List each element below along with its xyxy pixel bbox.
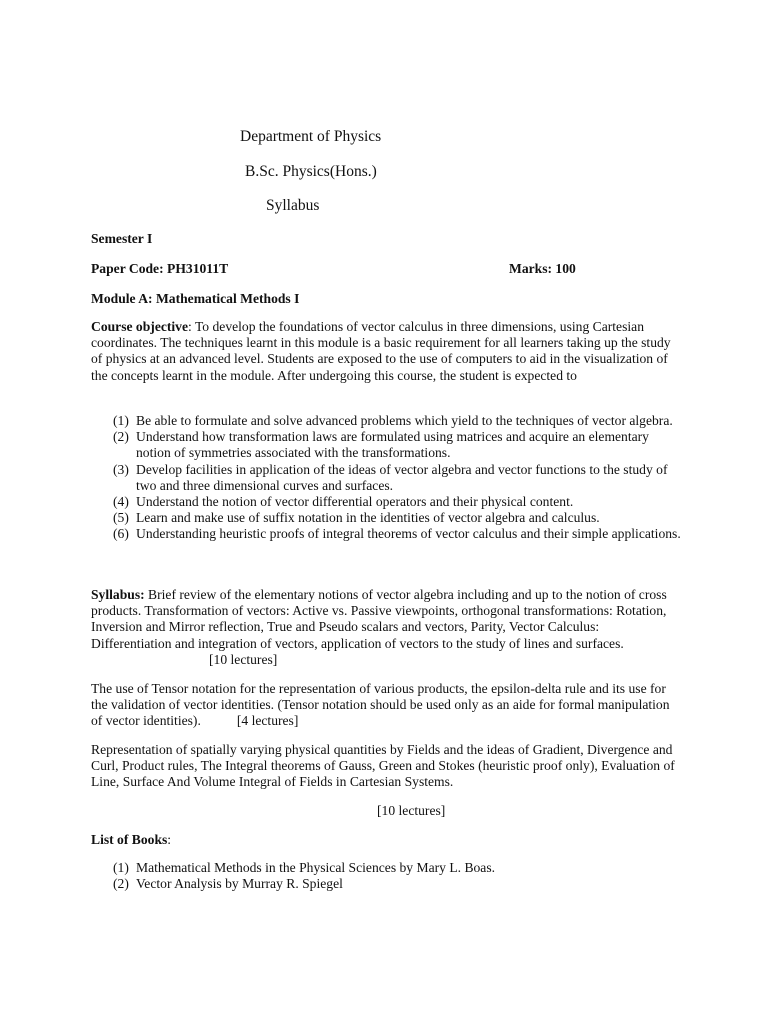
fields-lectures: [10 lectures]	[377, 803, 446, 818]
paper-code: Paper Code: PH31011T	[91, 261, 229, 276]
tensor-lectures: [4 lectures]	[236, 713, 299, 729]
book-item-text: Vector Analysis by Murray R. Spiegel	[136, 876, 343, 892]
books-heading	[91, 832, 681, 848]
objective-item-number: (3)	[113, 461, 129, 477]
syllabus-paragraph	[91, 587, 681, 668]
course-objective-paragraph	[91, 319, 681, 384]
books-label: List of Books	[91, 832, 168, 847]
tensor-text: The use of Tensor notation for the representation of various products, the epsilon-delta rule and its use for the validation of vector identities. (Tensor notation should be used only as an aide for formal manipulation of vector identities).	[91, 681, 670, 729]
syllabus-lectures: [10 lectures]	[209, 651, 278, 667]
course-objective-text: : To develop the foundations of vector calculus in three dimensions, using Cartesian coordinates. The techniques learnt in this module is a basic requirement for all learners taking up the study of physics at an advanced level. Students are exposed to the use of computers to aid in the visualization of the concepts learnt in the module. After undergoing this course, the student is expected to	[91, 319, 671, 383]
objective-item	[91, 413, 681, 429]
objective-item	[91, 494, 681, 510]
marks: Marks: 100	[509, 261, 576, 276]
objectives-list	[91, 413, 681, 543]
objective-item	[91, 510, 681, 526]
book-item-number: (2)	[113, 876, 129, 892]
objective-item-text: Understand the notion of vector differential operators and their physical content.	[136, 494, 574, 510]
objective-item-text: Learn and make use of suffix notation in the identities of vector algebra and calculus.	[136, 510, 600, 526]
syllabus-text: Brief review of the elementary notions of vector algebra including and up to the notion of cross products. Transformation of vectors: Active vs. Passive viewpoints, orthogonal transformations: Rotation, Inversion and Mirror reflection, True and Pseudo scalars and vectors, Parity, Vector Calculus: Differentiation and integration of vectors, application of vectors to the study of lines and surfaces.	[91, 587, 667, 651]
department-title: Department of Physics	[240, 128, 382, 145]
books-colon: :	[167, 832, 172, 847]
objective-item	[91, 462, 681, 494]
book-item-number: (1)	[113, 860, 129, 875]
book-item-text: Mathematical Methods in the Physical Sciences by Mary L. Boas.	[136, 860, 496, 875]
objective-item-text: Be able to formulate and solve advanced problems which yield to the techniques of vector algebra.	[136, 413, 673, 428]
objective-item	[91, 526, 681, 542]
objective-item-number: (4)	[113, 494, 129, 510]
syllabus-title: Syllabus	[266, 197, 320, 214]
syllabus-label: Syllabus:	[91, 587, 145, 602]
objective-item-number: (5)	[113, 510, 129, 526]
paper-info-row	[91, 261, 681, 277]
objective-item-number: (6)	[113, 526, 129, 542]
objective-item-number: (1)	[113, 413, 129, 428]
semester-heading: Semester I	[91, 231, 153, 246]
book-item	[91, 860, 681, 876]
tensor-paragraph	[91, 681, 681, 730]
course-objective-label: Course objective	[91, 319, 189, 334]
objective-item-text: Understand how transformation laws are formulated using matrices and acquire an elementary notion of symmetries associated with the transformations.	[136, 429, 649, 461]
degree-title: B.Sc. Physics(Hons.)	[245, 163, 377, 180]
objective-item-text: Understanding heuristic proofs of integral theorems of vector calculus and their simple applications.	[136, 526, 681, 542]
objective-item	[91, 429, 681, 461]
book-item	[91, 876, 681, 892]
fields-paragraph: Representation of spatially varying physical quantities by Fields and the ideas of Gradient, Divergence and Curl, Product rules, The Integral theorems of Gauss, Green and Stokes (heuristic proof only), Evaluation of Line, Surface And Volume Integral of Fields in Cartesian Systems.	[91, 742, 675, 790]
module-heading: Module A: Mathematical Methods I	[91, 291, 300, 306]
objective-item-number: (2)	[113, 429, 129, 445]
books-list	[91, 860, 681, 892]
objective-item-text: Develop facilities in application of the ideas of vector algebra and vector functions to the study of two and three dimensional curves and surfaces.	[136, 461, 668, 493]
